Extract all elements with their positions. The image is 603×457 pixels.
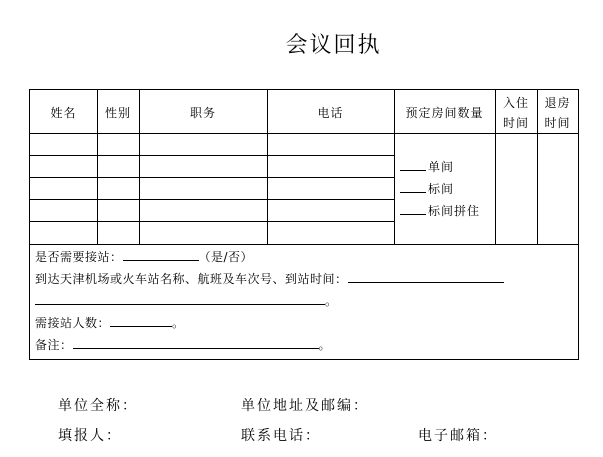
remarks-blank[interactable] (73, 338, 319, 349)
remarks-label: 备注： (35, 338, 73, 352)
room-option-label: 标间拼住 (428, 204, 481, 218)
unit-address-label: 单位地址及邮编： (241, 398, 369, 414)
header-name: 姓名 (50, 106, 77, 120)
room-option-label: 单间 (428, 160, 455, 174)
pickup-blank[interactable] (123, 250, 199, 261)
room-option-shared (400, 202, 480, 219)
row-divider (30, 199, 395, 200)
room-option-standard (400, 180, 454, 197)
header-checkin-line2: 时间 (502, 116, 529, 130)
room-option-label: 标间 (428, 182, 455, 196)
arrival-blank[interactable] (348, 272, 504, 283)
room-option-blank[interactable] (400, 160, 426, 171)
arrival-continued-line (35, 292, 338, 309)
pickup-label: 是否需要接站： (35, 250, 123, 264)
period: 。 (172, 316, 185, 330)
page-title: 会议回执 (285, 33, 382, 58)
contact-phone-label: 联系电话： (241, 428, 321, 444)
room-option-single (400, 158, 454, 175)
email-label: 电子邮箱： (418, 428, 498, 444)
row-divider (30, 155, 395, 156)
arrival-line (35, 270, 504, 287)
period: 。 (318, 338, 332, 352)
room-option-blank[interactable] (400, 182, 426, 193)
filler-label: 填报人： (58, 428, 122, 444)
header-checkin-line1: 入住 (502, 96, 529, 110)
room-option-blank[interactable] (400, 204, 426, 215)
arrival-blank-continued[interactable] (35, 294, 325, 305)
header-position: 职务 (189, 106, 216, 120)
row-divider (30, 177, 395, 178)
header-checkout-line1: 退房 (544, 96, 571, 110)
header-divider (30, 133, 578, 134)
pickup-line (35, 248, 253, 265)
arrival-label: 到达天津机场或火车站名称、航班及车次号、到站时间： (35, 272, 348, 286)
receipt-form (29, 89, 579, 360)
header-phone: 电话 (317, 106, 344, 120)
period: 。 (325, 294, 338, 308)
pickup-count-line (35, 314, 185, 331)
header-gender: 性别 (104, 106, 131, 120)
pickup-choice: （是/否） (198, 250, 254, 264)
row-divider (30, 221, 395, 222)
pickup-count-blank[interactable] (110, 316, 172, 327)
pickup-count-label: 需接站人数： (35, 316, 111, 330)
header-checkout-line2: 时间 (544, 116, 571, 130)
table-bottom-divider (30, 244, 578, 245)
header-room-count: 预定房间数量 (405, 106, 484, 120)
unit-name-label: 单位全称： (58, 398, 138, 414)
remarks-line (35, 336, 331, 353)
